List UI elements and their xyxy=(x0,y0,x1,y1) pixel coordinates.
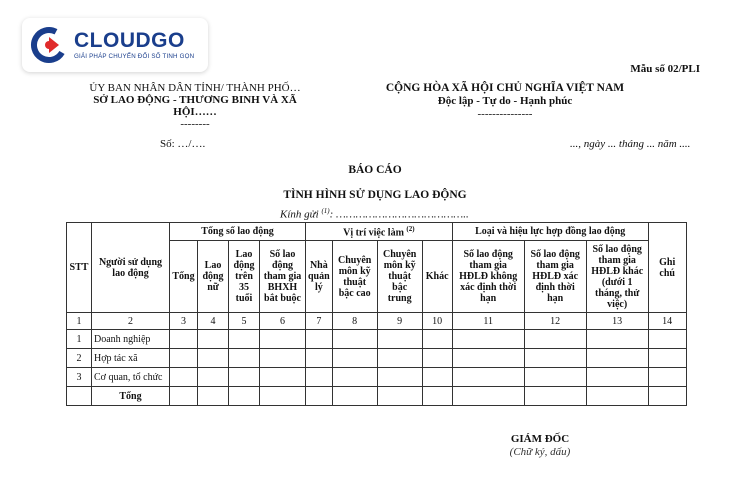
header-total: Tổng xyxy=(170,241,198,313)
table-row xyxy=(67,330,687,349)
row-stt: 3 xyxy=(67,368,92,387)
column-number: 1 xyxy=(67,313,92,330)
empty-cell xyxy=(198,330,229,349)
empty-cell xyxy=(332,330,377,349)
brand-tagline: GIẢI PHÁP CHUYỂN ĐỔI SỐ TINH GỌN xyxy=(74,52,195,60)
empty-cell xyxy=(452,349,524,368)
empty-cell xyxy=(260,387,306,406)
empty-cell xyxy=(377,387,422,406)
total-label: Tổng xyxy=(92,387,170,406)
brand-name: CLOUDGO xyxy=(74,28,185,52)
column-number: 13 xyxy=(586,313,648,330)
empty-cell xyxy=(198,387,229,406)
empty-cell xyxy=(524,349,586,368)
row-employer-name: Doanh nghiệp xyxy=(92,330,170,349)
empty-cell xyxy=(586,387,648,406)
empty-cell xyxy=(377,349,422,368)
row-employer-name: Cơ quan, tổ chức xyxy=(92,368,170,387)
table-row xyxy=(67,349,687,368)
recipient-footnote: (1) xyxy=(321,207,330,215)
empty-cell xyxy=(170,368,198,387)
empty-cell xyxy=(306,330,333,349)
empty-cell xyxy=(229,330,260,349)
empty-cell xyxy=(648,368,686,387)
document-date: ..., ngày ... tháng ... năm .... xyxy=(570,138,691,150)
empty-cell xyxy=(377,330,422,349)
empty-cell xyxy=(170,330,198,349)
header-group-position xyxy=(306,223,453,241)
header-stt: STT xyxy=(67,223,92,313)
header-indefinite-contract: Số lao động tham gia HĐLĐ không xác định thời hạn xyxy=(452,241,524,313)
empty-cell xyxy=(306,387,333,406)
header-other-contract: Số lao động tham gia HĐLĐ khác (dưới 1 tháng, thử việc) xyxy=(586,241,648,313)
cloudgo-logo-icon xyxy=(30,26,68,64)
empty-cell xyxy=(260,368,306,387)
empty-cell xyxy=(170,387,198,406)
column-number-row xyxy=(67,313,687,330)
total-row xyxy=(67,387,687,406)
header-manager: Nhà quản lý xyxy=(306,241,333,313)
column-number: 5 xyxy=(229,313,260,330)
signer-note: (Chữ ký, dấu) xyxy=(509,446,571,458)
column-number: 7 xyxy=(306,313,333,330)
empty-cell xyxy=(260,349,306,368)
empty-cell xyxy=(332,349,377,368)
signer-title: GIÁM ĐỐC xyxy=(510,433,570,445)
empty-cell xyxy=(67,387,92,406)
agency-divider: -------- xyxy=(180,118,210,130)
column-number: 2 xyxy=(92,313,170,330)
agency-line-1: ỦY BAN NHÂN DÂN TỈNH/ THÀNH PHỐ… xyxy=(89,82,301,94)
form-number: Mẫu số 02/PLI xyxy=(630,63,700,75)
empty-cell xyxy=(648,387,686,406)
empty-cell xyxy=(332,368,377,387)
header-high-tech: Chuyên môn kỹ thuật bậc cao xyxy=(332,241,377,313)
empty-cell xyxy=(452,368,524,387)
header-group-contract: Loại và hiệu lực hợp đồng lao động xyxy=(452,223,648,241)
header-employer: Người sử dụng lao động xyxy=(92,223,170,313)
column-number: 14 xyxy=(648,313,686,330)
empty-cell xyxy=(452,387,524,406)
empty-cell xyxy=(648,330,686,349)
header-mid-tech: Chuyên môn kỹ thuật bậc trung xyxy=(377,241,422,313)
signature-block xyxy=(470,433,610,459)
national-header xyxy=(380,82,630,121)
header-note: Ghi chú xyxy=(648,223,686,313)
national-divider: --------------- xyxy=(477,108,533,120)
empty-cell xyxy=(377,368,422,387)
recipient-line xyxy=(280,207,469,221)
national-motto: Độc lập - Tự do - Hạnh phúc xyxy=(437,95,573,107)
header-group-position-label: Vị trí việc làm xyxy=(343,227,404,239)
column-number: 11 xyxy=(452,313,524,330)
row-employer-name: Hợp tác xã xyxy=(92,349,170,368)
header-group-position-footnote: (2) xyxy=(406,225,415,234)
column-number: 12 xyxy=(524,313,586,330)
empty-cell xyxy=(524,368,586,387)
empty-cell xyxy=(524,387,586,406)
empty-cell xyxy=(170,349,198,368)
labor-report-table xyxy=(66,222,687,406)
header-social-insurance: Số lao động tham gia BHXH bắt buộc xyxy=(260,241,306,313)
empty-cell xyxy=(229,368,260,387)
header-over-35: Lao động trên 35 tuổi xyxy=(229,241,260,313)
empty-cell xyxy=(306,349,333,368)
table-row xyxy=(67,368,687,387)
empty-cell xyxy=(524,330,586,349)
empty-cell xyxy=(586,368,648,387)
empty-cell xyxy=(586,349,648,368)
empty-cell xyxy=(422,387,452,406)
empty-cell xyxy=(198,368,229,387)
header-other: Khác xyxy=(422,241,452,313)
column-number: 10 xyxy=(422,313,452,330)
column-number: 4 xyxy=(198,313,229,330)
column-number: 6 xyxy=(260,313,306,330)
empty-cell xyxy=(422,330,452,349)
recipient-dots: : ………………………………….. xyxy=(329,208,469,221)
header-female: Lao động nữ xyxy=(198,241,229,313)
empty-cell xyxy=(422,349,452,368)
empty-cell xyxy=(229,387,260,406)
agency-line-2: SỞ LAO ĐỘNG - THƯƠNG BINH VÀ XÃ xyxy=(93,94,297,106)
empty-cell xyxy=(586,330,648,349)
report-title: BÁO CÁO xyxy=(348,164,402,176)
empty-cell xyxy=(452,330,524,349)
header-group-total: Tổng số lao động xyxy=(170,223,306,241)
column-number: 8 xyxy=(332,313,377,330)
empty-cell xyxy=(198,349,229,368)
empty-cell xyxy=(422,368,452,387)
issuing-agency xyxy=(60,82,330,130)
empty-cell xyxy=(306,368,333,387)
agency-line-3: HỘI…… xyxy=(173,106,217,118)
national-title: CỘNG HÒA XÃ HỘI CHỦ NGHĨA VIỆT NAM xyxy=(385,82,625,94)
recipient-label: Kính gửi xyxy=(280,208,319,221)
empty-cell xyxy=(229,349,260,368)
row-stt: 2 xyxy=(67,349,92,368)
column-number: 3 xyxy=(170,313,198,330)
report-subtitle: TÌNH HÌNH SỬ DỤNG LAO ĐỘNG xyxy=(283,189,467,201)
column-number: 9 xyxy=(377,313,422,330)
document-number: Số: …/…. xyxy=(160,138,206,150)
cloudgo-logo xyxy=(22,18,208,72)
empty-cell xyxy=(648,349,686,368)
row-stt: 1 xyxy=(67,330,92,349)
empty-cell xyxy=(260,330,306,349)
header-definite-contract: Số lao động tham gia HĐLĐ xác định thời hạn xyxy=(524,241,586,313)
empty-cell xyxy=(332,387,377,406)
